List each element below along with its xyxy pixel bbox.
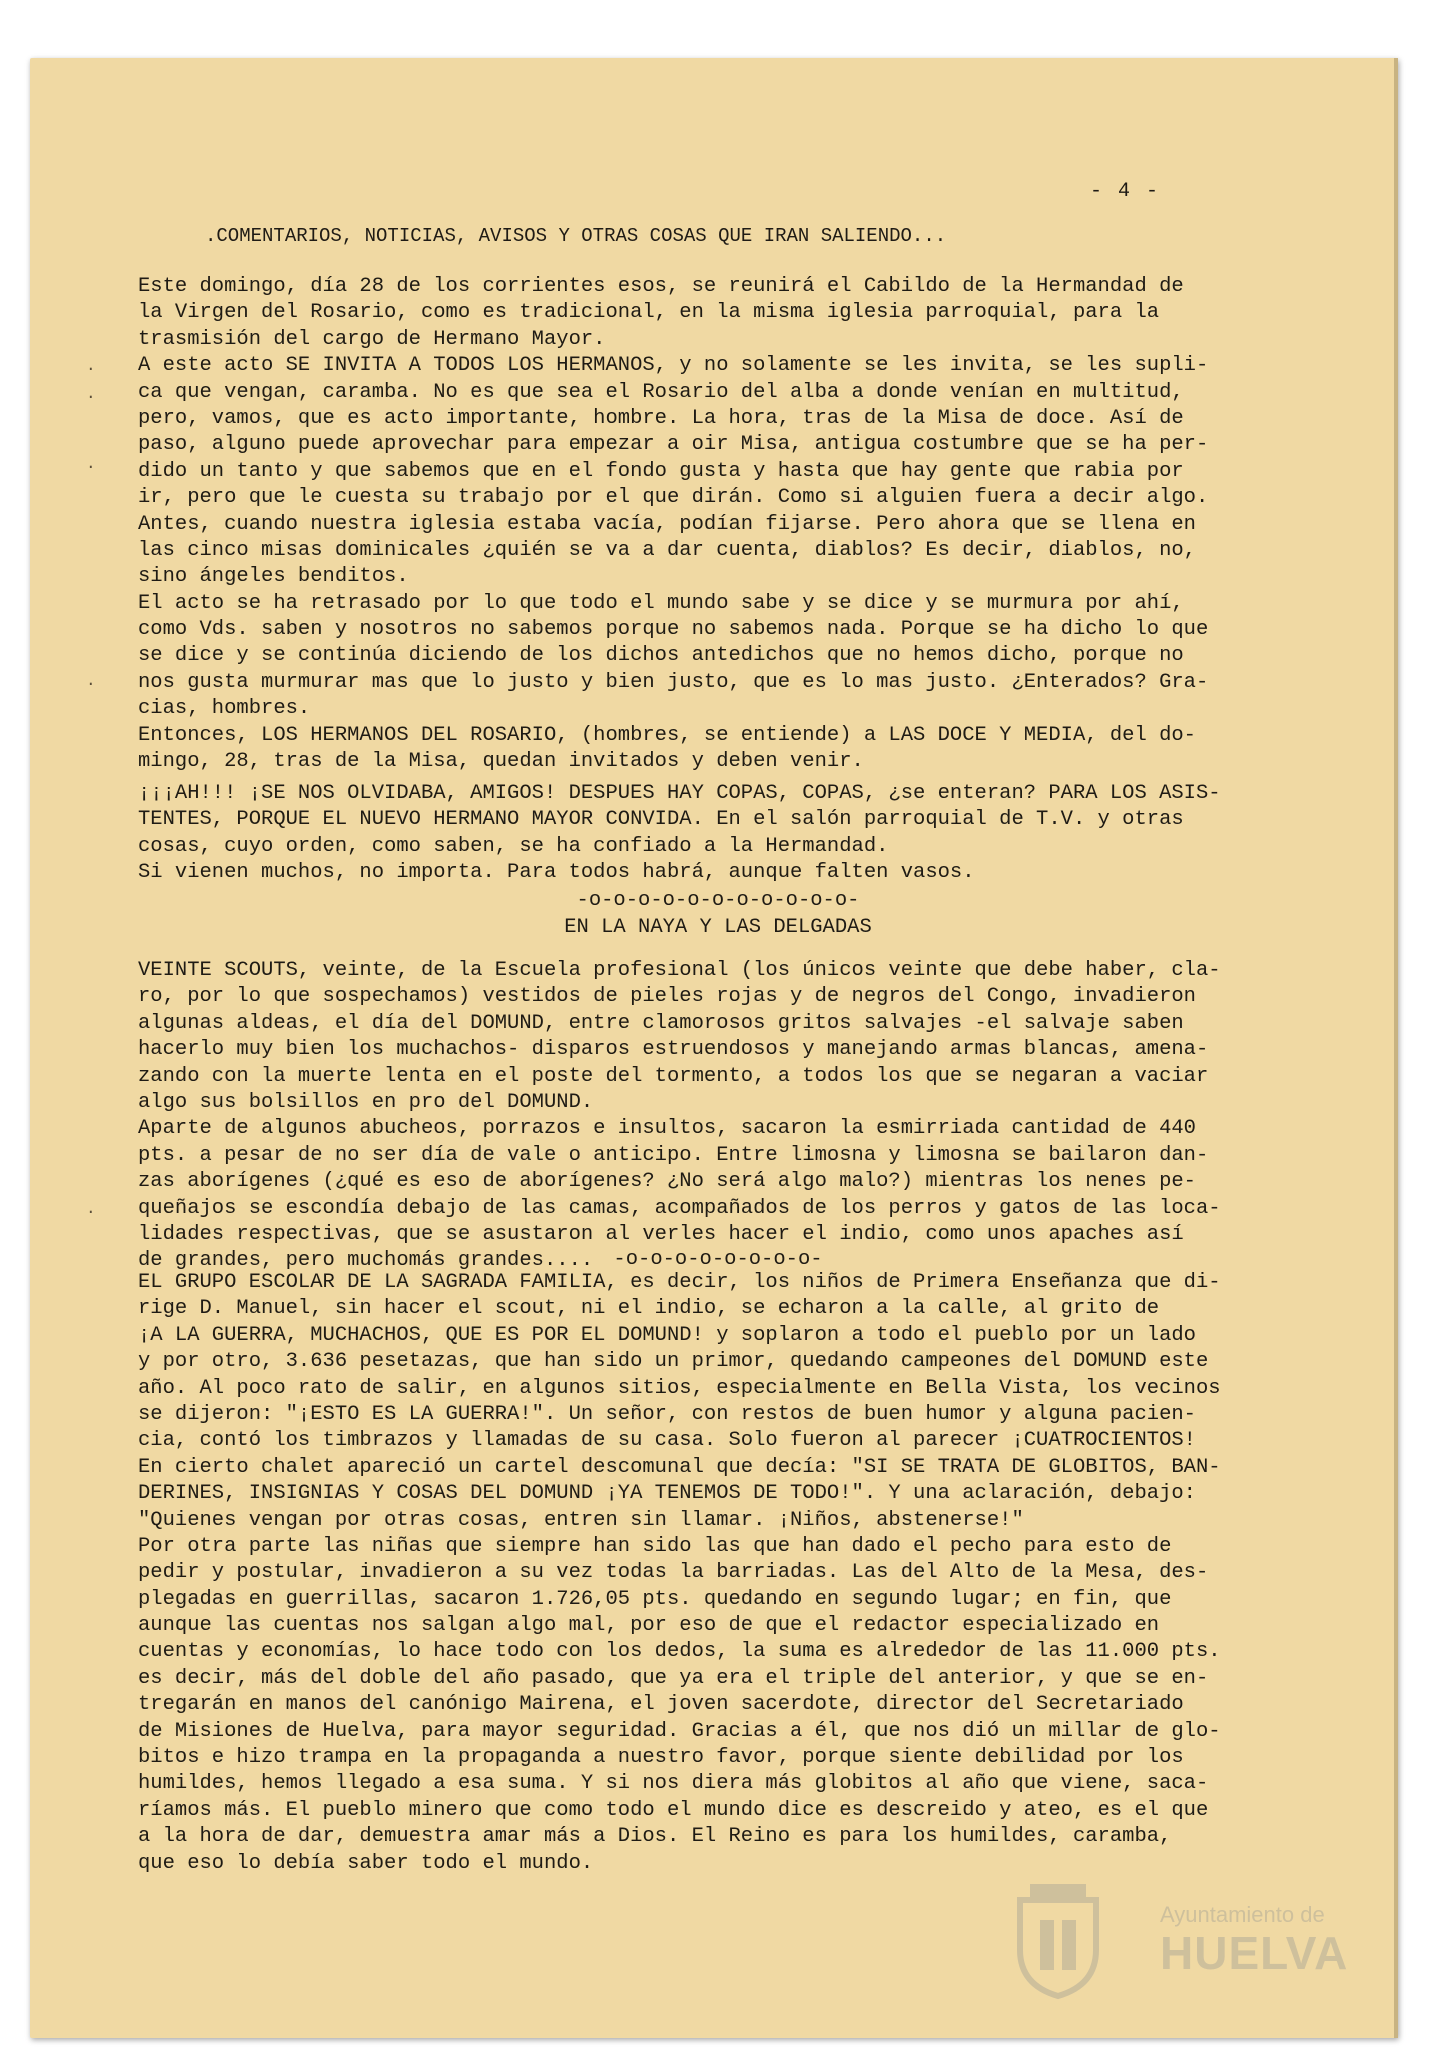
text-line: cia, contó los timbrazos y llamadas de su casa. Solo fueron al parecer ¡CUATROCIENTOS!	[138, 1429, 1196, 1453]
margin-dot: ·	[86, 388, 96, 406]
text-line: y por otro, 3.636 pesetazas, que han sido un primor, quedando campeones del DOMUND este	[138, 1350, 1209, 1374]
text-line: dido un tanto y que sabemos que en el fondo gusta y hasta que hay gente que rabia por	[138, 459, 1184, 483]
margin-dot: ·	[86, 360, 96, 378]
margin-dot: ·	[86, 1203, 96, 1221]
text-line: zas aborígenes (¿qué es eso de aborígenes? ¿No será algo malo?) mientras los nenes pe-	[138, 1170, 1196, 1194]
section-scouts	[138, 958, 1298, 1275]
text-line: tregarán en manos del canónigo Mairena, el joven sacerdote, director del Secretariado	[138, 1693, 1184, 1717]
text-line: Por otra parte las niñas que siempre han sido las que han dado el pecho para esto de	[138, 1534, 1172, 1558]
text-line: pedir y postular, invadieron a su vez todas la barriadas. Las del Alto de la Mesa, des-	[138, 1561, 1209, 1585]
text-line: rige D. Manuel, sin hacer el scout, ni el indio, se echaron a la calle, al grito de	[138, 1297, 1160, 1321]
text-line: ro, por lo que sospechamos) vestidos de pieles rojas y de negros del Congo, invadieron	[138, 985, 1196, 1009]
watermark-title: HUELVA	[1160, 1927, 1349, 1979]
section-copas	[138, 781, 1298, 887]
text-line: Si vienen muchos, no importa. Para todos habrá, aunque falten vasos.	[138, 861, 975, 885]
text-line: cias, hombres.	[138, 697, 311, 721]
separator: -o-o-o-o-o-o-o-o-	[613, 1248, 823, 1271]
text-line: trasmisión del cargo de Hermano Mayor.	[138, 327, 606, 351]
text-line: En cierto chalet apareció un cartel descomunal que decía: "SI SE TRATA DE GLOBITOS, BAN-	[138, 1455, 1221, 1479]
city-coat-of-arms-icon	[1010, 1880, 1106, 2000]
text-line: de Misiones de Huelva, para mayor seguridad. Gracias a él, que nos dió un millar de glo-	[138, 1719, 1221, 1743]
text-line: A este acto SE INVITA A TODOS LOS HERMANOS, y no solamente se les invita, se les supli-	[138, 354, 1209, 378]
text-line: pero, vamos, que es acto importante, hombre. La hora, tras de la Misa de doce. Así de	[138, 406, 1184, 430]
text-line: pts. a pesar de no ser día de vale o anticipo. Entre limosna y limosna se bailaron dan-	[138, 1143, 1209, 1167]
text-line: que eso lo debía saber todo el mundo.	[138, 1851, 594, 1875]
text-line: se dijeron: "¡ESTO ES LA GUERRA!". Un señor, con restos de buen humor y alguna pacien-	[138, 1402, 1196, 1426]
text-line: de grandes, pero muchomás grandes....	[138, 1249, 594, 1273]
text-line: cuentas y economías, lo hace todo con los dedos, la suma es alrededor de las 11.000 pts.	[138, 1640, 1221, 1664]
text-line: mingo, 28, tras de la Misa, quedan invitados y deben venir.	[138, 750, 864, 774]
text-line: sino ángeles benditos.	[138, 565, 409, 589]
text-line: aunque las cuentas nos salgan algo mal, por eso de que el redactor especializado en	[138, 1614, 1160, 1638]
text-line: VEINTE SCOUTS, veinte, de la Escuela profesional (los únicos veinte que debe haber, cla-	[138, 959, 1221, 982]
text-line: EL GRUPO ESCOLAR DE LA SAGRADA FAMILIA, es decir, los niños de Primera Enseñanza que di-	[138, 1271, 1221, 1294]
text-line: plegadas en guerrillas, sacaron 1.726,05 pts. quedando en segundo lugar; en fin, que	[138, 1587, 1172, 1611]
page-heading: .COMENTARIOS, NOTICIAS, AVISOS Y OTRAS COSAS QUE IRAN SALIENDO...	[205, 225, 947, 247]
text-line: hacerlo muy bien los muchachos- disparos estruendosos y manejando armas blancas, amena-	[138, 1038, 1209, 1062]
text-line: nos gusta murmurar mas que lo justo y bien justo, que es lo mas justo. ¿Enterados? Gra-	[138, 670, 1209, 694]
page-edge	[1394, 58, 1398, 2038]
text-line: Este domingo, día 28 de los corrientes esos, se reunirá el Cabildo de la Hermandad de	[138, 275, 1184, 298]
text-line: Entonces, LOS HERMANOS DEL ROSARIO, (hombres, se entiende) a LAS DOCE Y MEDIA, del do-	[138, 723, 1196, 747]
watermark-subtitle: Ayuntamiento de	[1160, 1902, 1325, 1927]
text-line: zando con la muerte lenta en el poste del tormento, a todos los que se negaran a vaciar	[138, 1064, 1209, 1088]
text-line: ir, pero que le cuesta su trabajo por el que dirán. Como si alguien fuera a decir algo.	[138, 486, 1209, 510]
margin-dot: ·	[86, 675, 96, 693]
text-line: la Virgen del Rosario, como es tradicional, en la misma iglesia parroquial, para la	[138, 301, 1160, 325]
text-line: humildes, hemos llegado a esa suma. Y si nos diera más globitos al año que viene, saca-	[138, 1772, 1209, 1796]
text-line: DERINES, INSIGNIAS Y COSAS DEL DOMUND ¡YA TENEMOS DE TODO!". Y una aclaración, debajo:	[138, 1482, 1196, 1506]
text-line: las cinco misas dominicales ¿quién se va a dar cuenta, diablos? Es decir, diablos, no,	[138, 538, 1196, 562]
text-line: "Quienes vengan por otras cosas, entren sin llamar. ¡Niños, abstenerse!"	[138, 1508, 1024, 1532]
text-line: ríamos más. El pueblo minero que como todo el mundo dice es descreido y ateo, es el que	[138, 1798, 1209, 1822]
margin-dot: ·	[86, 458, 96, 476]
text-line: como Vds. saben y nosotros no sabemos porque no sabemos nada. Porque se ha dicho lo que	[138, 618, 1209, 642]
text-line: año. Al poco rato de salir, en algunos sitios, especialmente en Bella Vista, los vecinos	[138, 1376, 1221, 1400]
text-line: se dice y se continúa diciendo de los dichos antedichos que no hemos dicho, porque no	[138, 644, 1184, 668]
section-cabildo	[138, 274, 1298, 775]
text-line: algunas aldeas, el día del DOMUND, entre clamorosos gritos salvajes -el salvaje saben	[138, 1011, 1184, 1035]
separator: -o-o-o-o-o-o-o-o-o-o-o-	[576, 889, 860, 912]
text-line: cosas, cuyo orden, como saben, se ha confiado a la Hermandad.	[138, 834, 889, 858]
page-number: - 4 -	[1090, 180, 1161, 203]
text-line: ¡A LA GUERRA, MUCHACHOS, QUE ES POR EL DOMUND! y soplaron a todo el pueblo por un lado	[138, 1323, 1196, 1347]
text-line: algo sus bolsillos en pro del DOMUND.	[138, 1090, 594, 1114]
text-line: Antes, cuando nuestra iglesia estaba vacía, podían fijarse. Pero ahora que se llena en	[138, 512, 1196, 536]
text-line: El acto se ha retrasado por lo que todo el mundo sabe y se dice y se murmura por ahí,	[138, 591, 1184, 615]
text-line: bitos e hizo trampa en la propaganda a nuestro favor, porque siente debilidad por los	[138, 1746, 1184, 1770]
text-line: lidades respectivas, que se asustaron al verles hacer el indio, como unos apaches así	[138, 1222, 1184, 1246]
text-line: Aparte de algunos abucheos, porrazos e insultos, sacaron la esmirriada cantidad de 440	[138, 1117, 1196, 1141]
subheading: EN LA NAYA Y LAS DELGADAS	[564, 916, 872, 939]
watermark	[1010, 1880, 1370, 2000]
section-grupo-escolar	[138, 1270, 1298, 1877]
text-line: TENTES, PORQUE EL NUEVO HERMANO MAYOR CONVIDA. En el salón parroquial de T.V. y otras	[138, 808, 1184, 832]
text-line: queñajos se escondía debajo de las camas, acompañados de los perros y gatos de las loca-	[138, 1196, 1221, 1220]
text-line: es decir, más del doble del año pasado, que ya era el triple del anterior, y que se en-	[138, 1666, 1209, 1690]
text-line: paso, alguno puede aprovechar para empezar a oir Misa, antigua costumbre que se ha per-	[138, 433, 1209, 457]
text-line: a la hora de dar, demuestra amar más a Dios. El Reino es para los humildes, caramba,	[138, 1825, 1172, 1849]
text-line: ¡¡¡AH!!! ¡SE NOS OLVIDABA, AMIGOS! DESPUES HAY COPAS, COPAS, ¿se enteran? PARA LOS ASIS-	[138, 782, 1221, 805]
text-line: ca que vengan, caramba. No es que sea el Rosario del alba a donde venían en multitud,	[138, 380, 1184, 404]
